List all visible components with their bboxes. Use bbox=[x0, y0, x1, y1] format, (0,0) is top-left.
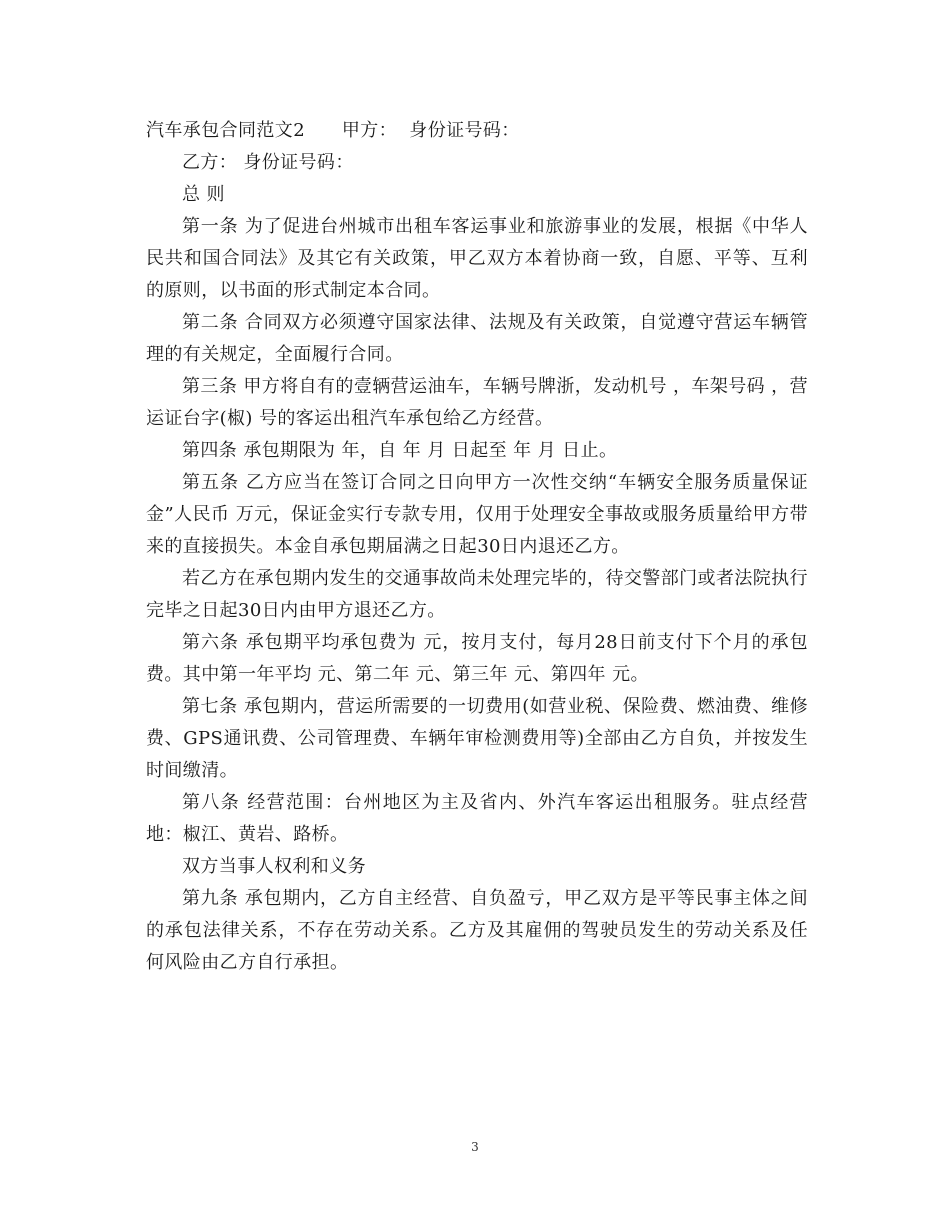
page-number: 3 bbox=[471, 1140, 479, 1154]
article-5: 第五条 乙方应当在签订合同之日向甲方一次性交纳“车辆安全服务质量保证金”人民币 万元，保证金实行专款专用，仅用于处理安全事故或服务质量给甲方带来的直接损失。本金自承包期届满之日起30日内退还乙方。 bbox=[146, 472, 808, 557]
article-1: 第一条 为了促进台州城市出租车客运事业和旅游事业的发展，根据《中华人民共和国合同法》及其它有关政策，甲乙双方本着协商一致，自愿、平等、互利的原则，以书面的形式制定本合同。 bbox=[146, 216, 808, 301]
document-heading-line: 汽车承包合同范文2 甲方： 身份证号码： bbox=[146, 120, 520, 141]
party-b-line: 乙方： 身份证号码： bbox=[182, 152, 354, 173]
article-3: 第三条 甲方将自有的壹辆营运油车，车辆号牌浙，发动机号 ，车架号码 ，营运证台字(椒) 号的客运出租汽车承包给乙方经营。 bbox=[146, 376, 808, 429]
article-8: 第八条 经营范围：台州地区为主及省内、外汽车客运出租服务。驻点经营地：椒江、黄岩、路桥。 bbox=[146, 792, 808, 845]
article-9: 第九条 承包期内，乙方自主经营、自负盈亏，甲乙双方是平等民事主体之间的承包法律关系，不存在劳动关系。乙方及其雇佣的驾驶员发生的劳动关系及任何风险由乙方自行承担。 bbox=[146, 888, 808, 973]
article-5-supplement: 若乙方在承包期内发生的交通事故尚未处理完毕的，待交警部门或者法院执行完毕之日起30日内由甲方退还乙方。 bbox=[146, 568, 808, 621]
document-body bbox=[146, 115, 808, 979]
article-6: 第六条 承包期平均承包费为 元，按月支付，每月28日前支付下个月的承包费。其中第一年平均 元、第二年 元、第三年 元、第四年 元。 bbox=[146, 632, 808, 685]
article-4: 第四条 承包期限为 年，自 年 月 日起至 年 月 日止。 bbox=[182, 440, 618, 461]
section-heading-general: 总 则 bbox=[182, 184, 225, 205]
section-heading-rights-obligations: 双方当事人权利和义务 bbox=[182, 856, 366, 877]
article-7: 第七条 承包期内，营运所需要的一切费用(如营业税、保险费、燃油费、维修费、GPS通讯费、公司管理费、车辆年审检测费用等)全部由乙方自负，并按发生时间缴清。 bbox=[146, 696, 808, 781]
article-2: 第二条 合同双方必须遵守国家法律、法规及有关政策，自觉遵守营运车辆管理的有关规定，全面履行合同。 bbox=[146, 312, 808, 365]
